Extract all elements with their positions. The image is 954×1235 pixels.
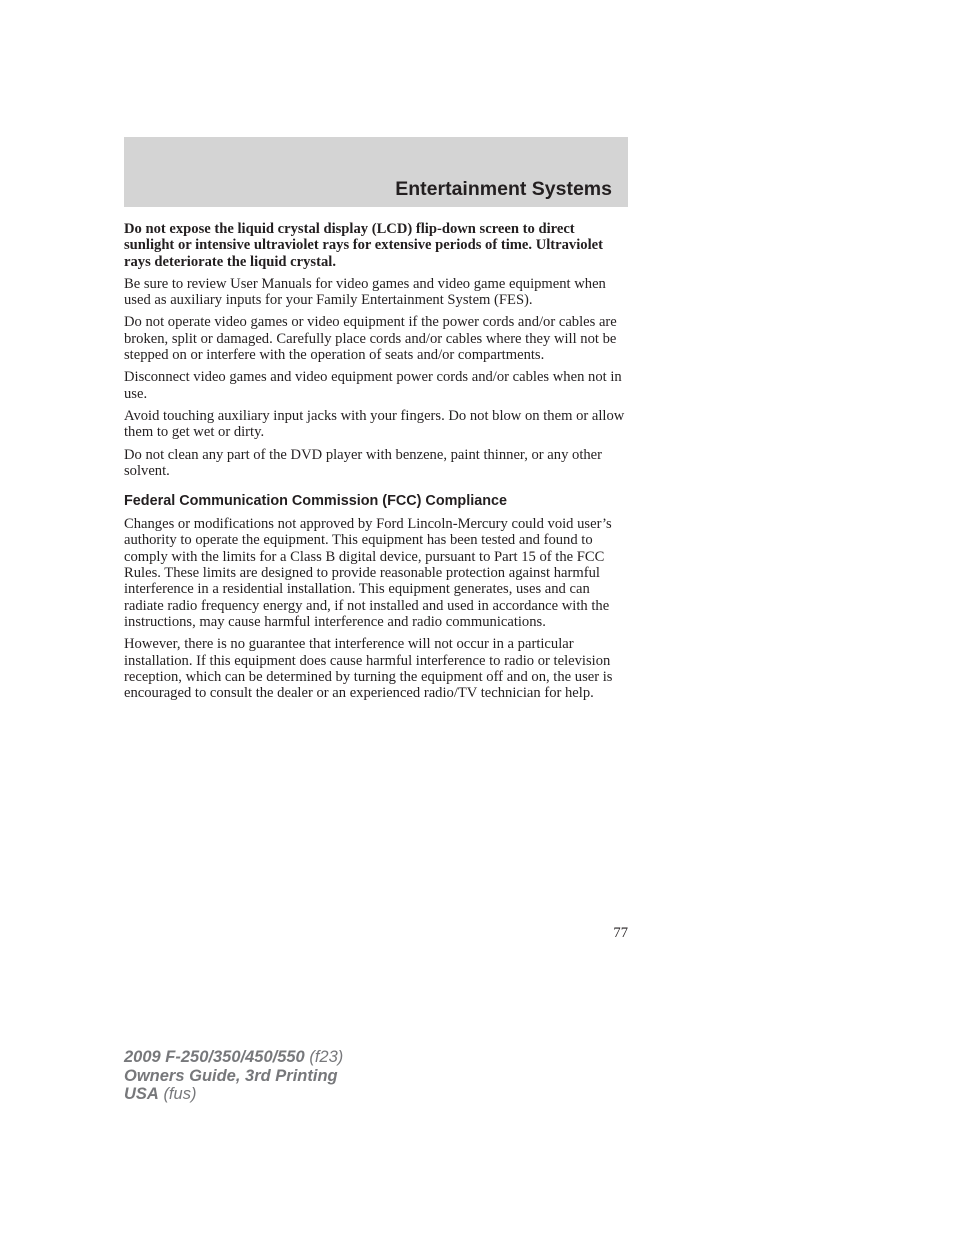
fcc-heading: Federal Communication Commission (FCC) Compliance — [124, 493, 507, 510]
page-content — [124, 221, 628, 707]
paragraph-user-manuals: Be sure to review User Manuals for video games and video game equipment when used as auxiliary inputs for your Family Entertainment System (FES). — [124, 275, 606, 309]
footer-market-code: (fus) — [163, 1085, 197, 1103]
paragraph-fcc-interference: However, there is no guarantee that interference will not occur in a particular installation. If this equipment does cause harmful interference to radio or television reception, which can be determined by turning the equipment off and on, the user is encouraged to consult the dealer or an experienced radio/TV technician for help. — [124, 636, 613, 702]
paragraph-cleaning: Do not clean any part of the DVD player with benzene, paint thinner, or any other solvent. — [124, 446, 603, 479]
paragraph-damaged-cords: Do not operate video games or video equipment if the power cords and/or cables are broken, split or damaged. Carefully place cords and/or cables where they will not be stepped on or interfere with the operation of seats and/or compartments. — [124, 314, 617, 364]
paragraph-fcc-modifications: Changes or modifications not approved by Ford Lincoln-Mercury could void user’s authority to operate the equipment. This equipment has been tested and found to comply with the limits for a Class B digital device, pursuant to Part 15 of the FCC Rules. These limits are designed to provide reasonable protection against harmful interference in a residential installation. This equipment generates, uses and can radiate radio frequency energy and, if not installed and used in accordance with the instructions, may cause harmful interference and radio communications. — [124, 516, 612, 630]
footer-model-line — [124, 1048, 343, 1067]
section-title: Entertainment Systems — [395, 178, 612, 200]
paragraph-disconnect: Disconnect video games and video equipment power cords and/or cables when not in use. — [124, 369, 622, 402]
footer-model: 2009 F-250/350/450/550 — [124, 1048, 305, 1066]
footer-guide: Owners Guide, 3rd Printing — [124, 1066, 338, 1085]
footer-market: USA — [124, 1085, 159, 1103]
footer-market-line — [124, 1085, 343, 1104]
footer-model-code: (f23) — [309, 1048, 344, 1066]
document-footer — [124, 1048, 343, 1104]
page-number: 77 — [613, 925, 628, 941]
lcd-warning: Do not expose the liquid crystal display (LCD) flip-down screen to direct sunlight or intensive ultraviolet rays for extensive periods of time. Ultraviolet rays deteriorate the liquid crystal. — [124, 221, 603, 270]
section-header-band — [124, 137, 628, 207]
paragraph-input-jacks: Avoid touching auxiliary input jacks with your fingers. Do not blow on them or allow them to get wet or dirty. — [124, 407, 625, 441]
